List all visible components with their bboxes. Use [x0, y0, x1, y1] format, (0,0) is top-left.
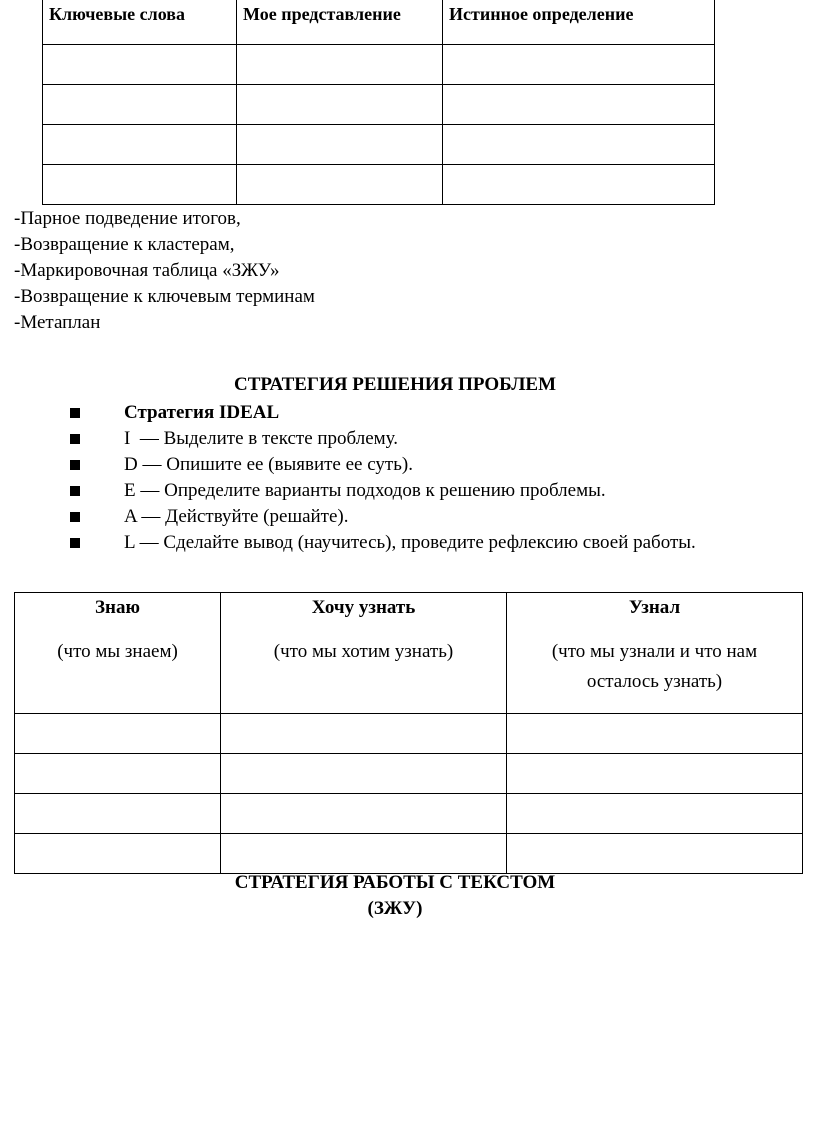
square-bullet-icon: [70, 512, 80, 522]
column-title: Узнал: [628, 597, 681, 618]
column-subtitle: (что мы знаем): [57, 641, 178, 662]
table-cell[interactable]: [443, 125, 715, 165]
zhu-table-header-row: [15, 593, 803, 714]
table-cell[interactable]: [43, 85, 237, 125]
keywords-table-header-row: [43, 0, 715, 45]
list-item-text: E — Определите варианты подходов к решению проблемы.: [124, 480, 606, 501]
table-cell[interactable]: [15, 794, 221, 834]
table-cell[interactable]: [443, 85, 715, 125]
list-item-text: A — Действуйте (решайте).: [124, 506, 349, 527]
zhu-table-header-cell: [221, 593, 507, 714]
column-subtitle: (что мы хотим узнать): [273, 641, 454, 662]
table-cell[interactable]: [507, 754, 803, 794]
square-bullet-icon: [70, 460, 80, 470]
list-item: [70, 530, 696, 556]
list-item: [70, 452, 696, 478]
zhu-table: [14, 592, 803, 874]
table-cell[interactable]: [15, 714, 221, 754]
table-cell[interactable]: [237, 125, 443, 165]
table-cell[interactable]: [237, 85, 443, 125]
square-bullet-icon: [70, 408, 80, 418]
table-cell[interactable]: [43, 125, 237, 165]
square-bullet-icon: [70, 538, 80, 548]
table-cell[interactable]: [43, 45, 237, 85]
list-item-text: I — Выделите в тексте проблему.: [124, 428, 399, 449]
column-title: Знаю: [95, 597, 140, 618]
column-title: Хочу узнать: [311, 597, 416, 618]
problem-strategy-heading: СТРАТЕГИЯ РЕШЕНИЯ ПРОБЛЕМ: [233, 374, 557, 395]
table-cell[interactable]: [237, 45, 443, 85]
zhu-table-header-cell: [15, 593, 221, 714]
square-bullet-icon: [70, 434, 80, 444]
table-cell[interactable]: [507, 794, 803, 834]
square-bullet-icon: [70, 486, 80, 496]
table-cell[interactable]: [443, 45, 715, 85]
list-item: -Парное подведение итогов,: [14, 208, 241, 229]
list-item: [70, 426, 696, 452]
table-cell[interactable]: [221, 834, 507, 874]
column-subtitle: (что мы узнали и что нам осталось узнать): [551, 641, 758, 692]
table-cell[interactable]: [221, 754, 507, 794]
list-item: -Метаплан: [14, 312, 101, 333]
table-cell[interactable]: [15, 754, 221, 794]
zhu-table-header-cell: [507, 593, 803, 714]
table-cell[interactable]: [43, 165, 237, 205]
list-item-text: D — Опишите ее (выявите ее суть).: [124, 454, 413, 475]
table-row: [43, 85, 715, 125]
text-strategy-heading: СТРАТЕГИЯ РАБОТЫ С ТЕКСТОМ: [234, 872, 556, 893]
keywords-table: [42, 0, 715, 205]
table-cell[interactable]: [221, 714, 507, 754]
keywords-table-header-cell: Истинное определение: [443, 0, 715, 45]
table-row: [15, 714, 803, 754]
table-row: [43, 125, 715, 165]
list-item: [70, 478, 696, 504]
table-cell[interactable]: [507, 834, 803, 874]
list-item: [70, 400, 696, 426]
text-strategy-subheading: (ЗЖУ): [367, 898, 423, 919]
list-item: -Возвращение к кластерам,: [14, 234, 235, 255]
table-row: [43, 45, 715, 85]
list-item-text: L — Сделайте вывод (научитесь), проведите рефлексию своей работы.: [124, 532, 696, 553]
list-item: [70, 504, 696, 530]
table-cell[interactable]: [221, 794, 507, 834]
list-item-text: Стратегия IDEAL: [124, 402, 280, 423]
table-row: [43, 165, 715, 205]
ideal-strategy-list: [70, 400, 696, 556]
table-cell[interactable]: [443, 165, 715, 205]
list-item: -Возвращение к ключевым терминам: [14, 286, 315, 307]
table-row: [15, 834, 803, 874]
keywords-table-header-cell: Мое представление: [237, 0, 443, 45]
table-row: [15, 754, 803, 794]
table-cell[interactable]: [237, 165, 443, 205]
summary-methods-list: [14, 206, 315, 336]
keywords-table-header-cell: Ключевые слова: [43, 0, 237, 45]
list-item: -Маркировочная таблица «ЗЖУ»: [14, 260, 280, 281]
table-row: [15, 794, 803, 834]
table-cell[interactable]: [507, 714, 803, 754]
table-cell[interactable]: [15, 834, 221, 874]
